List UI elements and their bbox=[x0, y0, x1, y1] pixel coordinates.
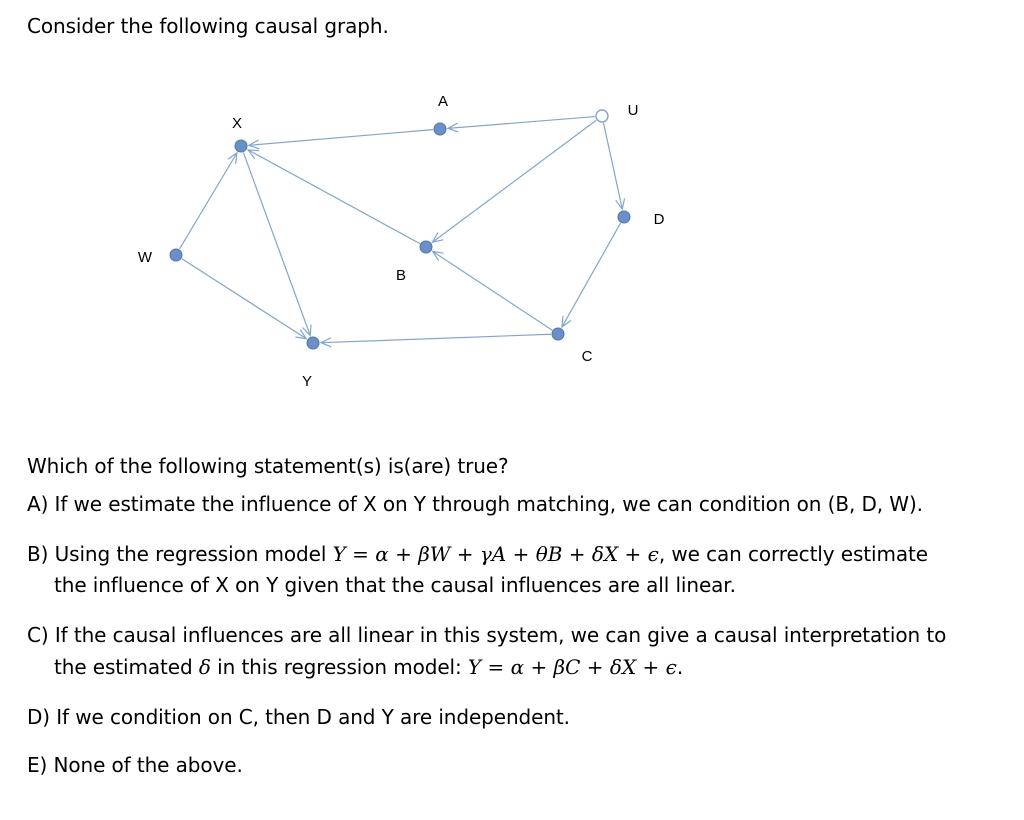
node-label-d: D bbox=[653, 210, 665, 228]
option-c-middle: in this regression model: bbox=[210, 655, 468, 679]
option-b-suffix: , we can correctly estimate bbox=[658, 542, 928, 566]
option-c-delta: δ bbox=[198, 655, 211, 679]
node-y bbox=[307, 337, 319, 349]
node-x bbox=[235, 140, 247, 152]
option-c-suffix: . bbox=[676, 655, 684, 679]
node-label-x: X bbox=[231, 114, 243, 132]
option-c-equation: Y = α + βC + δX + ϵ bbox=[467, 655, 677, 679]
edge-c-to-b bbox=[433, 251, 552, 330]
option-b-line2: the influence of X on Y given that the causal influences are all linear. bbox=[54, 573, 736, 597]
edge-w-to-y bbox=[182, 259, 306, 339]
option-b-prefix: B) Using the regression model bbox=[27, 542, 333, 566]
edge-w-to-x bbox=[180, 153, 237, 249]
edge-u-to-d bbox=[603, 123, 624, 209]
option-a: A) If we estimate the influence of X on Y through matching, we can condition on (B, D, W). bbox=[27, 492, 923, 516]
option-c-line2 bbox=[54, 655, 683, 679]
node-label-c: C bbox=[581, 347, 593, 365]
intro-text: Consider the following causal graph. bbox=[27, 14, 389, 38]
option-b-line1 bbox=[27, 542, 928, 566]
node-u bbox=[596, 110, 608, 122]
node-label-w: W bbox=[137, 248, 153, 266]
node-c bbox=[552, 328, 564, 340]
node-w bbox=[170, 249, 182, 261]
edge-a-to-x bbox=[249, 130, 433, 149]
node-label-a: A bbox=[437, 92, 449, 110]
graph-edges bbox=[180, 114, 625, 347]
option-c-prefix: the estimated bbox=[54, 655, 199, 679]
edge-c-to-y bbox=[321, 334, 551, 347]
node-label-b: B bbox=[395, 266, 407, 284]
option-c-line1: C) If the causal influences are all linear in this system, we can give a causal interpretation to bbox=[27, 623, 947, 647]
node-label-u: U bbox=[627, 101, 639, 119]
edge-d-to-c bbox=[562, 223, 621, 327]
option-d: D) If we condition on C, then D and Y are independent. bbox=[27, 705, 570, 729]
edge-u-to-b bbox=[432, 120, 596, 242]
option-b-equation: Y = α + βW + γA + θB + δX + ϵ bbox=[332, 542, 659, 566]
node-d bbox=[618, 211, 630, 223]
edge-b-to-x bbox=[248, 150, 420, 244]
question-text: Which of the following statement(s) is(are) true? bbox=[27, 454, 509, 478]
graph-labels bbox=[138, 93, 665, 390]
node-b bbox=[420, 241, 432, 253]
option-e: E) None of the above. bbox=[27, 753, 243, 777]
edge-u-to-a bbox=[448, 117, 595, 132]
node-a bbox=[434, 123, 446, 135]
edge-x-to-y bbox=[243, 153, 311, 336]
node-label-y: Y bbox=[301, 372, 313, 390]
